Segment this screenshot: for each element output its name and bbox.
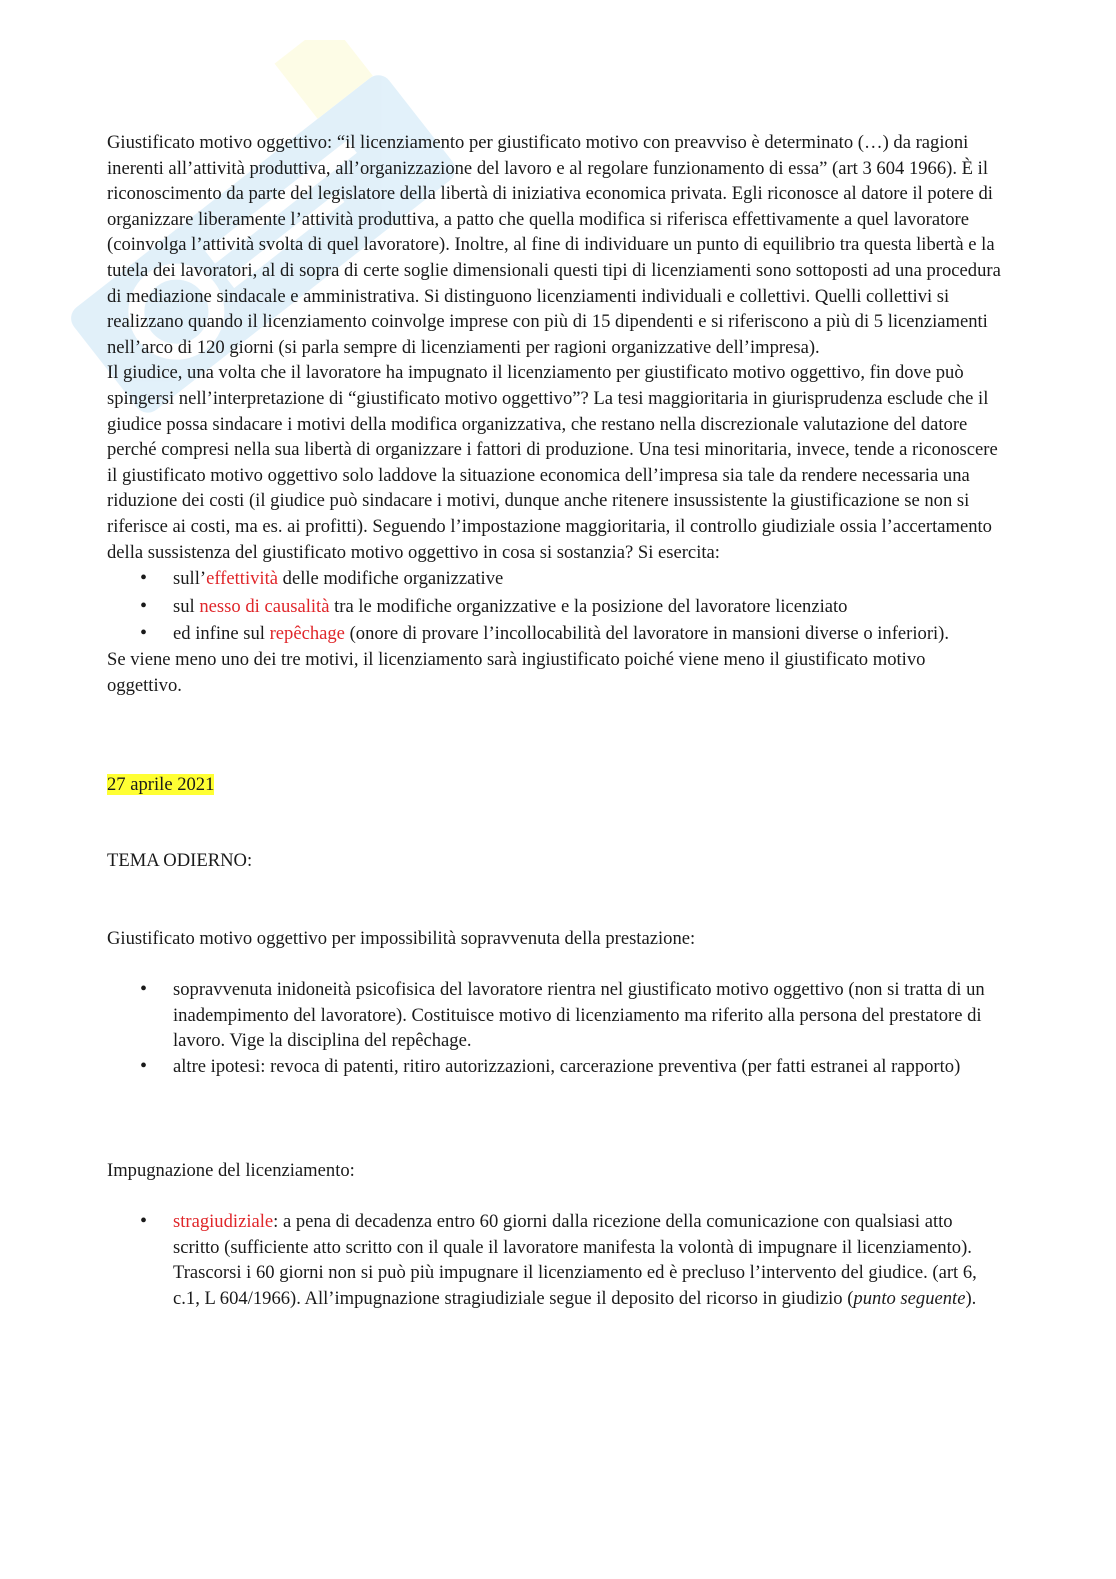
- paragraph-conclusion: Se viene meno uno dei tre motivi, il licenziamento sarà ingiustificato poiché viene meno il giustificato motivo oggettivo.: [107, 649, 926, 696]
- list-item: • sul nesso di causalità tra le modifiche organizzative e la posizione del lavoratore licenziato: [107, 593, 1002, 620]
- document-page: [107, 130, 1002, 1312]
- list-item: • ed infine sul repêchage (onore di provare l’incollocabilità del lavoratore in mansioni diverse o inferiori).: [107, 620, 1002, 647]
- highlight-term: repêchage: [269, 622, 345, 644]
- highlight-term: nesso di causalità: [199, 595, 330, 617]
- list-item: • altre ipotesi: revoca di patenti, ritiro autorizzazioni, carcerazione preventiva (per fatti estranei al rapporto): [107, 1054, 1002, 1080]
- paragraph-judge-control: Il giudice, una volta che il lavoratore ha impugnato il licenziamento per giustificato motivo oggettivo, fin dove può spingersi nell’interpretazione di “giustificato motivo oggettivo”? La tesi maggioritaria in giurisprudenza esclude che il giudice possa sindacare i motivi della modifica organizzativa, che restano nella discrezionale valutazione del datore perché compresi nella sua libertà di organizzare i fattori di produzione. Una tesi minoritaria, invece, tende a riconoscere il giustificato motivo oggettivo solo laddove la situazione economica dell’impresa sia tale da rendere necessaria una riduzione dei costi (il giudice può sindacare i motivi, dunque anche ritenere insussistente la giustificazione se non si riferisce ai costi, ma es. ai profitti). Seguendo l’impostazione maggioritaria, il controllo giudiziale ossia l’accertamento della sussistenza del giustificato motivo oggettivo in cosa si sostanzia? Si esercita:: [107, 362, 998, 563]
- impugnazione-list: [107, 1209, 1002, 1311]
- paragraph-gmo-definition: Giustificato motivo oggettivo: “il licenziamento per giustificato motivo con preavviso è determinato (…) da ragioni inerenti all’attività produttiva, all’organizzazione del lavoro e al regolare funzionamento di essa” (art 3 604 1966). È il riconoscimento da parte del legislatore della libertà di iniziativa economica privata. Egli riconosce al datore il potere di organizzare liberamente l’attività produttiva, a patto che quella modifica si riferisca effettivamente a quel lavoratore (coinvolga l’attività svolta di quel lavoratore). Inoltre, al fine di individuare un punto di equilibrio tra questa libertà e la tutela dei lavoratori, al di sopra di certe soglie dimensionali questi tipi di licenziamenti sono sottoposti ad una procedura di mediazione sindacale e amministrativa. Si distinguono licenziamenti individuali e collettivi. Quelli collettivi si realizzano quando il licenziamento coinvolge imprese con più di 15 dipendenti e si riferiscono a più di 5 licenziamenti nell’arco di 120 giorni (si parla sempre di licenziamenti per ragioni organizzative dell’impresa).: [107, 132, 1001, 358]
- list-item: • stragiudiziale: a pena di decadenza entro 60 giorni dalla ricezione della comunicazione con qualsiasi atto scritto (sufficiente atto scritto con il quale il lavoratore manifesta la volontà di impugnare il licenziamento). Trascorsi i 60 giorni non si può più impugnare il licenziamento ed è precluso l’intervento del giudice. (art 6, c.1, L 604/1966). All’impugnazione stragiudiziale segue il deposito del ricorso in giudizio (punto seguente).: [107, 1209, 1002, 1311]
- highlight-term: stragiudiziale: [173, 1211, 274, 1233]
- control-criteria-list: [107, 565, 1002, 647]
- impossibility-heading: Giustificato motivo oggettivo per impossibilità sopravvenuta della prestazione:: [107, 927, 696, 949]
- tema-heading: TEMA ODIERNO:: [107, 850, 253, 872]
- impugnazione-heading: Impugnazione del licenziamento:: [107, 1159, 355, 1181]
- list-item: • sull’effettività delle modifiche organizzative: [107, 565, 1002, 592]
- impossibility-list: [107, 977, 1002, 1079]
- lesson-date: 27 aprile 2021: [107, 773, 215, 795]
- highlight-term: effettività: [206, 568, 278, 590]
- list-item: • sopravvenuta inidoneità psicofisica del lavoratore rientra nel giustificato motivo oggettivo (non si tratta di un inadempimento del lavoratore). Costituisce motivo di licenziamento ma riferito alla persona del prestatore di lavoro. Vige la disciplina del repêchage.: [107, 977, 1002, 1054]
